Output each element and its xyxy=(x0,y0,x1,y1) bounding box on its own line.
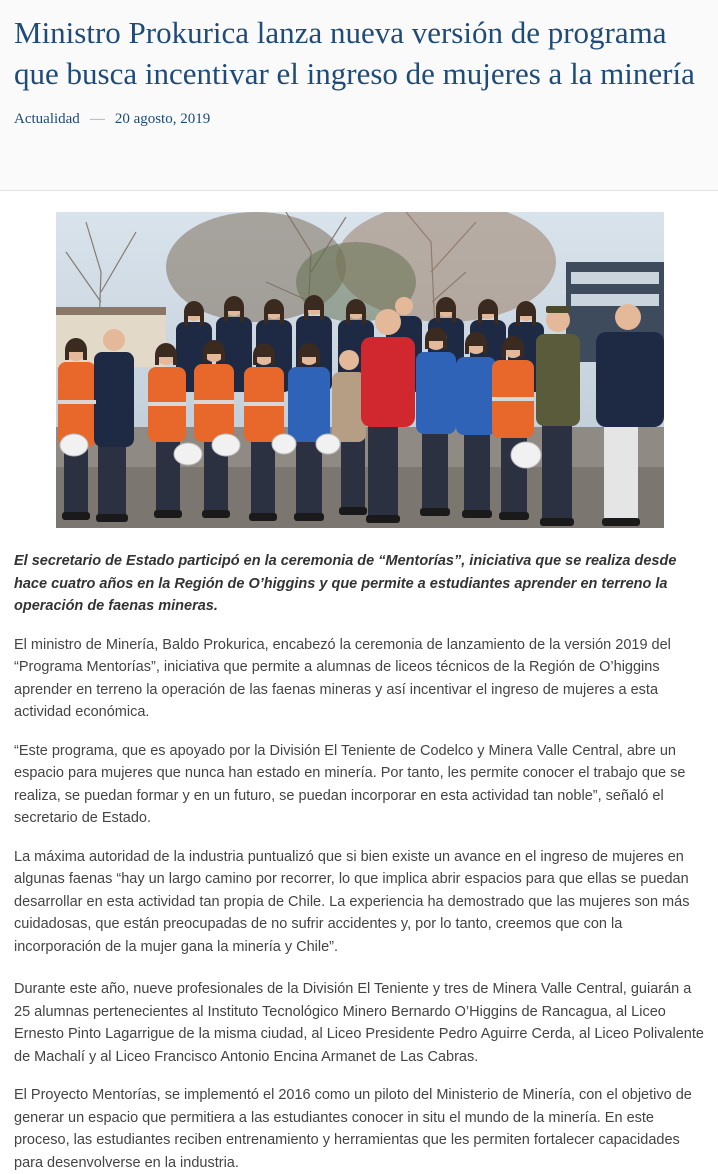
article-paragraph-3: La máxima autoridad de la industria puntualizó que si bien existe un avance en el ingreso de mujeres en algunas faenas “hay un largo camino por recorrer, lo que implica abrir espacios para que ellas se puedan desarrollar en esta actividad tan propia de Chile. La experiencia ha demostrado que las mujeres son más cuidadosas, que están preocupadas de no sufrir accidentes y, por lo tanto, creemos que con la incorporación de la mujer gana la minería y Chile”. xyxy=(14,848,690,955)
category-link[interactable]: Actualidad xyxy=(14,111,80,127)
group-photo-image xyxy=(56,212,664,528)
article-meta xyxy=(14,111,704,128)
red-jacket xyxy=(361,337,415,427)
article-paragraph-1: El ministro de Minería, Baldo Prokurica, encabezó la ceremonia de lanzamiento de la versión 2019 del “Programa Mentorías”, iniciativa que permite a alumnas de liceos técnicos de la Región de O’higgins aprender en terreno la operación de las faenas mineras y así incentivar el ingreso de mujeres a esta actividad económica. xyxy=(14,636,671,720)
article-title: Ministro Prokurica lanza nueva versión de programa que busca incentivar el ingreso de mujeres a la minería xyxy=(14,15,695,91)
article-photo xyxy=(56,212,664,528)
article-lead: El secretario de Estado participó en la ceremonia de “Mentorías”, iniciativa que se realiza desde hace cuatro años en la Región de O’higgins y que permite a estudiantes aprender en terreno la operación de faenas mineras. xyxy=(14,553,677,614)
publish-date: 20 agosto, 2019 xyxy=(114,111,211,127)
meta-separator: — xyxy=(89,111,105,127)
article-paragraph-5: El Proyecto Mentorías, se implementó el 2016 como un piloto del Ministerio de Minería, con el objetivo de generar un espacio que permitiera a las estudiantes conocer in situ el mundo de la minería. En este proceso, las estudiantes reciben entrenamiento y herramientas que les permiten fortalecer capacidades para desenvolverse en la industria. xyxy=(14,1087,692,1171)
article-paragraph-2: “Este programa, que es apoyado por la División El Teniente de Codelco y Minera Valle Central, abre un espacio para mujeres que nunca han estado en minería. Por tanto, les permite conocer el trabajo que se realiza, se puedan formar y en un futuro, se puedan incorporar en esta actividad tan noble”, señaló el secretario de Estado. xyxy=(14,742,686,826)
article-paragraph-4: Durante este año, nueve profesionales de la División El Teniente y tres de Minera Valle Central, guiarán a 25 alumnas pertenecientes al Instituto Tecnológico Minero Bernardo O’Higgins de Rancagua, al Liceo Ernesto Pinto Lagarrigue de la misma ciudad, al Liceo Presidente Pedro Aguirre Cerda, al Liceo Polivalente de Machalí y al Liceo Francisco Antonio Encina Armanet de Las Cabras. xyxy=(14,981,704,1065)
article-header xyxy=(0,0,718,191)
